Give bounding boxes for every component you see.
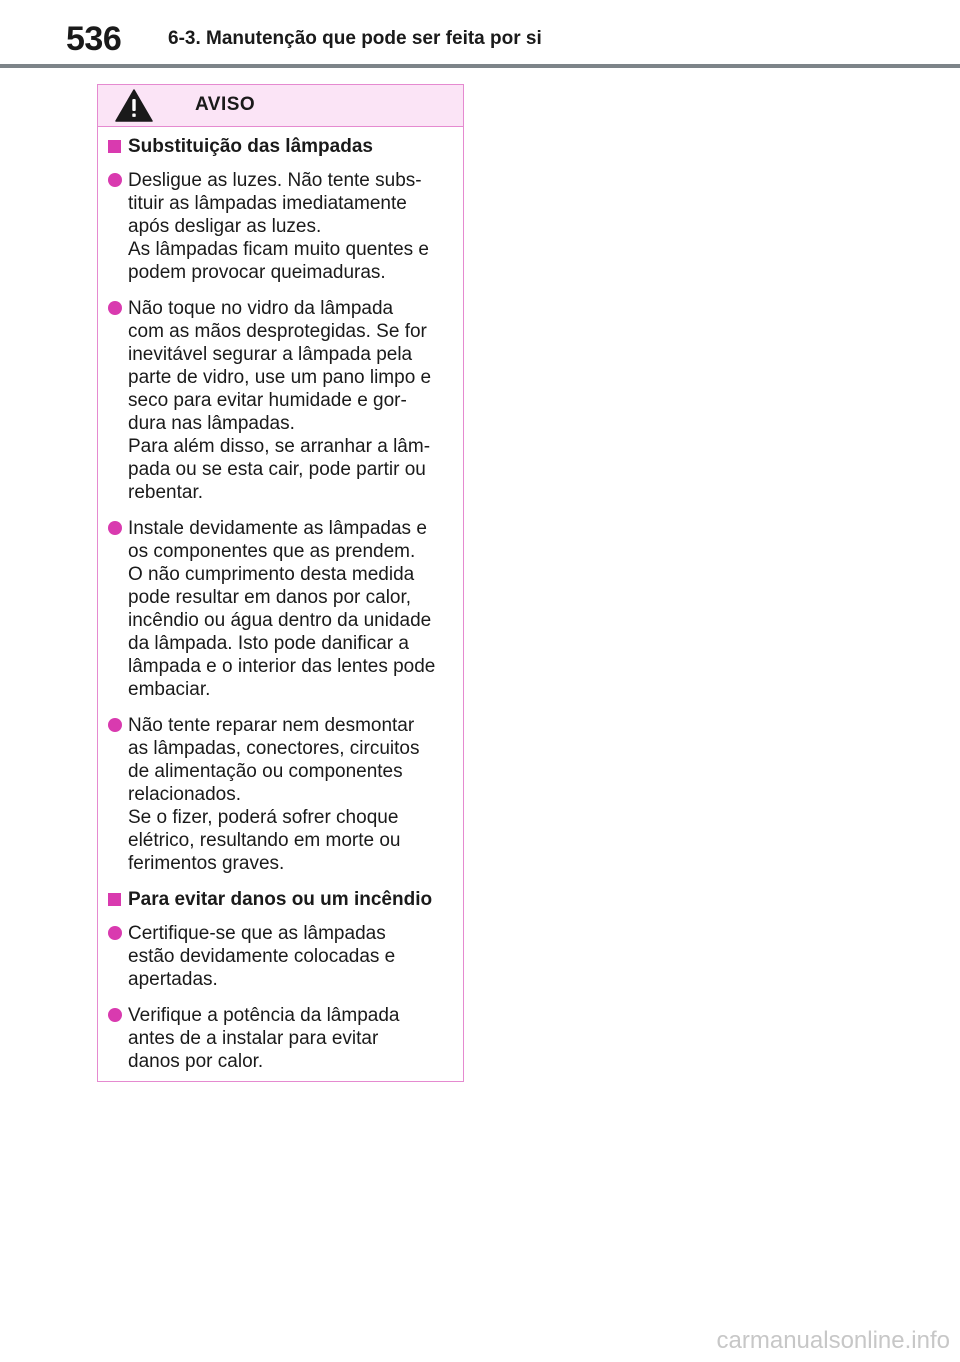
bullet-text-line: após desligar as luzes.	[128, 216, 322, 237]
bullet-text-line: rebentar.	[128, 482, 203, 503]
bullet-text-line: Instale devidamente as lâmpadas e	[128, 518, 427, 539]
bullet-text-line: Para além disso, se arranhar a lâm-	[128, 436, 431, 457]
circle-bullet-icon	[108, 173, 122, 187]
bullet-text-line: elétrico, resultando em morte ou	[128, 830, 401, 851]
bullet-text-line: lâmpada e o interior das lentes pode	[128, 656, 436, 677]
page-header	[0, 0, 960, 70]
bullet-text-line: incêndio ou água dentro da unidade	[128, 610, 432, 631]
bullet-text-line: Não toque no vidro da lâmpada	[128, 298, 394, 319]
circle-bullet-icon	[108, 926, 122, 940]
warning-body	[98, 127, 463, 1073]
header-divider	[0, 64, 960, 68]
bullet-text-line: O não cumprimento desta medida	[128, 564, 415, 585]
bullet-text-line: Não tente reparar nem desmontar	[128, 715, 415, 736]
bullet-item	[108, 714, 451, 875]
bullet-text-line: pada ou se esta cair, pode partir ou	[128, 459, 426, 480]
subheading-text: Para evitar danos ou um incêndio	[128, 889, 433, 910]
bullet-text-line: ferimentos graves.	[128, 853, 285, 874]
warning-triangle-icon	[115, 89, 153, 122]
subheading-text: Substituição das lâmpadas	[128, 136, 373, 157]
bullet-text-line: relacionados.	[128, 784, 242, 805]
circle-bullet-icon	[108, 301, 122, 315]
square-bullet-icon	[108, 140, 121, 153]
bullet-text-line: antes de a instalar para evitar	[128, 1028, 379, 1049]
bullet-text-line: pode resultar em danos por calor,	[128, 587, 412, 608]
circle-bullet-icon	[108, 521, 122, 535]
bullet-text-line: as lâmpadas, conectores, circuitos	[128, 738, 420, 759]
warning-header	[98, 85, 463, 127]
bullet-text-line: embaciar.	[128, 679, 211, 700]
bullet-text-line: As lâmpadas ficam muito quentes e	[128, 239, 429, 260]
bullet-text-line: os componentes que as prendem.	[128, 541, 416, 562]
bullet-text-line: de alimentação ou componentes	[128, 761, 403, 782]
bullet-text-line: inevitável segurar a lâmpada pela	[128, 344, 413, 365]
warning-title: AVISO	[195, 94, 256, 115]
bullet-item	[108, 1004, 451, 1073]
bullet-item	[108, 169, 451, 284]
bullet-text-line: dura nas lâmpadas.	[128, 413, 295, 434]
bullet-text-line: estão devidamente colocadas e	[128, 946, 396, 967]
section-title: 6-3. Manutenção que pode ser feita por si	[168, 28, 542, 49]
bullet-text-line: Certifique-se que as lâmpadas	[128, 923, 386, 944]
bullet-text-line: parte de vidro, use um pano limpo e	[128, 367, 432, 388]
bullet-text-line: danos por calor.	[128, 1051, 264, 1072]
circle-bullet-icon	[108, 718, 122, 732]
page-number: 536	[66, 20, 122, 58]
warning-subheading	[108, 135, 451, 159]
bullet-item	[108, 922, 451, 991]
bullet-text-line: tituir as lâmpadas imediatamente	[128, 193, 407, 214]
warning-subheading	[108, 888, 451, 912]
bullet-item	[108, 297, 451, 504]
bullet-text-line: Verifique a potência da lâmpada	[128, 1005, 400, 1026]
warning-box	[97, 84, 464, 1082]
bullet-item	[108, 517, 451, 701]
bullet-text-line: Desligue as luzes. Não tente subs-	[128, 170, 422, 191]
bullet-text-line: seco para evitar humidade e gor-	[128, 390, 407, 411]
bullet-text-line: apertadas.	[128, 969, 218, 990]
bullet-text-line: podem provocar queimaduras.	[128, 262, 386, 283]
square-bullet-icon	[108, 893, 121, 906]
bullet-text-line: com as mãos desprotegidas. Se for	[128, 321, 427, 342]
bullet-text-line: da lâmpada. Isto pode danificar a	[128, 633, 409, 654]
watermark: carmanualsonline.info	[716, 1327, 950, 1354]
bullet-text-line: Se o fizer, poderá sofrer choque	[128, 807, 399, 828]
circle-bullet-icon	[108, 1008, 122, 1022]
